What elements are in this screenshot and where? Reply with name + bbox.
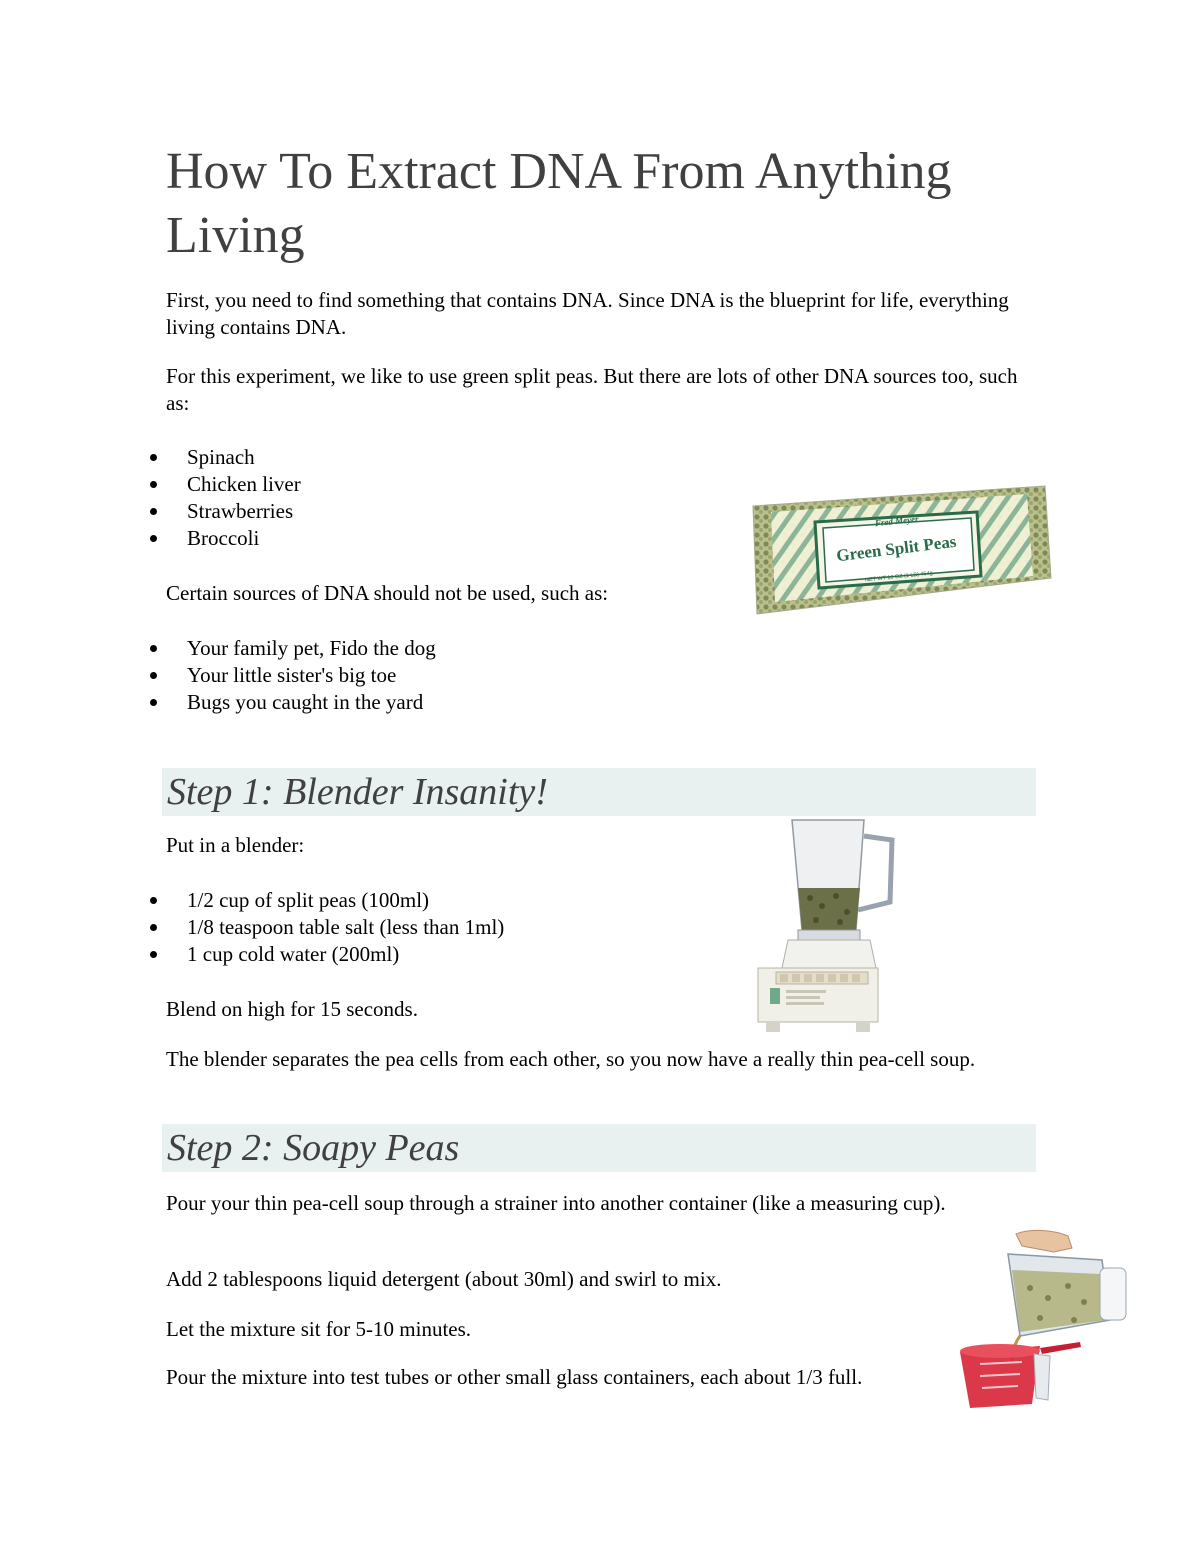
blender-image bbox=[752, 818, 902, 1036]
bullet-icon bbox=[150, 672, 157, 679]
peas-bag-label-text: Green Split Peas bbox=[835, 531, 958, 566]
blender-explanation: The blender separates the pea cells from each other, so you now have a really thin pea-cell soup. bbox=[166, 1047, 976, 1071]
page-title: How To Extract DNA From Anything Living bbox=[166, 143, 952, 264]
bullet-icon bbox=[150, 508, 157, 515]
step-1-heading-band bbox=[162, 768, 1036, 816]
step-2-paragraph-4: Pour the mixture into test tubes or other small glass containers, each about 1/3 full. bbox=[166, 1365, 863, 1389]
blender-ingredients-list bbox=[150, 887, 504, 968]
bullet-icon bbox=[150, 535, 157, 542]
bullet-icon bbox=[150, 951, 157, 958]
bullet-icon bbox=[150, 645, 157, 652]
bullet-icon bbox=[150, 897, 157, 904]
step-2-paragraph-1: Pour your thin pea-cell soup through a strainer into another container (like a measuring cup). bbox=[166, 1191, 946, 1215]
list-item: 1/8 teaspoon table salt (less than 1ml) bbox=[150, 914, 504, 941]
step-2-heading: Step 2: Soapy Peas bbox=[167, 1127, 460, 1169]
avoid-sources-list bbox=[150, 635, 436, 716]
bullet-icon bbox=[150, 454, 157, 461]
split-peas-bag-image bbox=[745, 478, 1053, 618]
step-2-paragraph-2: Add 2 tablespoons liquid detergent (about 30ml) and swirl to mix. bbox=[166, 1267, 722, 1291]
list-item: 1/2 cup of split peas (100ml) bbox=[150, 887, 504, 914]
peas-bag-weight-text: NET WT 16 OZ (1 LB) 454g bbox=[864, 570, 934, 584]
step-2-paragraph-3: Let the mixture sit for 5-10 minutes. bbox=[166, 1317, 472, 1341]
list-item: Broccoli bbox=[150, 525, 301, 552]
intro-paragraph-1: First, you need to find something that contains DNA. Since DNA is the blueprint for life, everything living contains DNA. bbox=[166, 288, 1009, 339]
bullet-icon bbox=[150, 699, 157, 706]
peas-bag-brand-text: Fred Meyer bbox=[874, 513, 919, 529]
step-2-heading-band bbox=[162, 1124, 1036, 1172]
list-item: 1 cup cold water (200ml) bbox=[150, 941, 504, 968]
list-item: Your little sister's big toe bbox=[150, 662, 436, 689]
step-1-heading: Step 1: Blender Insanity! bbox=[167, 771, 548, 813]
bullet-icon bbox=[150, 481, 157, 488]
list-item: Strawberries bbox=[150, 498, 301, 525]
intro-paragraph-2: For this experiment, we like to use green split peas. But there are lots of other DNA sources too, such as: bbox=[166, 364, 1018, 415]
avoid-intro-paragraph: Certain sources of DNA should not be used, such as: bbox=[166, 581, 609, 605]
list-item: Bugs you caught in the yard bbox=[150, 689, 436, 716]
list-item: Spinach bbox=[150, 444, 301, 471]
step-1-intro: Put in a blender: bbox=[166, 833, 305, 857]
list-item: Chicken liver bbox=[150, 471, 301, 498]
pouring-pitcher-image bbox=[950, 1228, 1135, 1413]
blend-instruction: Blend on high for 15 seconds. bbox=[166, 997, 418, 1021]
dna-sources-list bbox=[150, 444, 301, 552]
list-item: Your family pet, Fido the dog bbox=[150, 635, 436, 662]
bullet-icon bbox=[150, 924, 157, 931]
